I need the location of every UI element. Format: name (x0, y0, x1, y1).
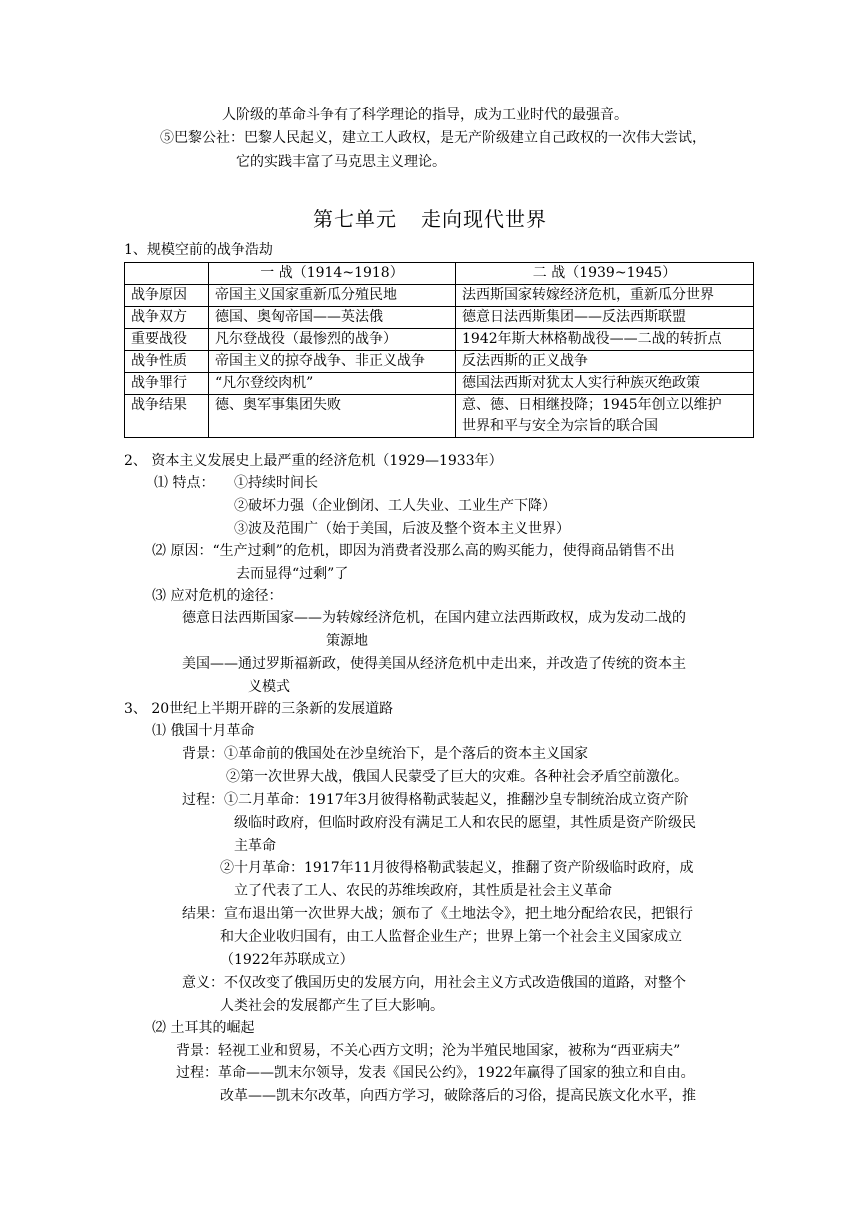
table-row (125, 285, 754, 307)
section3-line: 背景：①革命前的俄国处在沙皇统治下，是个落后的资本主义国家 (182, 746, 588, 762)
section3-line: ②第一次世界大战，俄国人民蒙受了巨大的灾难。各种社会矛盾空前激化。 (226, 769, 688, 785)
section3-line: 人类社会的发展都产生了巨大影响。 (220, 998, 444, 1014)
intro-line-1: 人阶级的革命斗争有了科学理论的指导，成为工业时代的最强音。 (222, 107, 628, 123)
section3-s1-heading: ⑴ 俄国十月革命 (152, 723, 255, 739)
section3-line: 级临时政府，但临时政府没有满足工人和农民的愿望，其性质是资产阶级民 (234, 815, 696, 831)
table-cell (456, 395, 754, 438)
section3-line: 意义：不仅改变了俄国历史的发展方向，用社会主义方式改造俄国的道路，对整个 (182, 975, 686, 991)
section3-line: （1922年苏联成立） (220, 952, 354, 968)
section3-line: 立了代表了工人、农民的苏维埃政府，其性质是社会主义革命 (234, 883, 612, 899)
table-header-cell: 一 战（1914~1918） (209, 263, 456, 285)
table-cell: 反法西斯的正义战争 (456, 351, 754, 373)
table-row (125, 395, 754, 438)
table-cell: 战争罪行 (125, 373, 209, 395)
section1-heading: 1、规模空前的战争浩劫 (124, 242, 273, 258)
section3-line: 过程：①二月革命：1917年3月彼得格勒武装起义，推翻沙皇专制统治成立资产阶 (182, 792, 689, 808)
table-cell: 法西斯国家转嫁经济危机，重新瓜分世界 (456, 285, 754, 307)
intro-line-2: ⑤巴黎公社：巴黎人民起义，建立工人政权，是无产阶级建立自己政权的一次伟大尝试， (160, 130, 706, 146)
unit-title-part1: 第七单元 (313, 207, 397, 231)
table-cell-line: 世界和平与安全为宗旨的联合国 (462, 418, 658, 434)
section2-heading: 2、 资本主义发展史上最严重的经济危机（1929—1933年） (124, 453, 503, 469)
table-row (125, 307, 754, 329)
section3-heading: 3、 20世纪上半期开辟的三条新的发展道路 (124, 701, 394, 717)
table-row (125, 329, 754, 351)
section3-s2-heading: ⑵ 土耳其的崛起 (152, 1020, 255, 1036)
table-cell: 战争双方 (125, 307, 209, 329)
table-cell: 帝国主义的掠夺战争、非正义战争 (209, 351, 456, 373)
section3-line: 和大企业收归国有，由工人监督企业生产；世界上第一个社会主义国家成立 (220, 929, 682, 945)
section2-p2-line1: ⑵ 原因：“生产过剩”的危机，即因为消费者没那么高的购买能力，使得商品销售不出 (152, 543, 675, 559)
table-header-row (125, 263, 754, 285)
table-row (125, 351, 754, 373)
table-cell-line: 意、德、日相继投降；1945年创立以维护 (462, 397, 722, 413)
section2-p3-a-line1: 德意日法西斯国家——为转嫁经济危机，在国内建立法西斯政权，成为发动二战的 (182, 610, 686, 626)
table-cell: “凡尔登绞肉机” (209, 373, 456, 395)
section3-line: 主革命 (234, 838, 276, 854)
table-cell: 德、奥军事集团失败 (209, 395, 456, 438)
section3-line: 改革——凯末尔改革，向西方学习，破除落后的习俗，提高民族文化水平，推 (220, 1088, 696, 1104)
table-row (125, 373, 754, 395)
section2-p3-a-line2: 策源地 (326, 633, 368, 649)
table-cell: 德国法西斯对犹太人实行种族灭绝政策 (456, 373, 754, 395)
section2-p1-item: ③波及范围广（始于美国，后波及整个资本主义世界） (234, 521, 570, 537)
war-comparison-table (124, 262, 754, 438)
section2-p3-b-line2: 义模式 (248, 679, 290, 695)
table-header-cell (125, 263, 209, 285)
table-cell: 德国、奥匈帝国——英法俄 (209, 307, 456, 329)
unit-title-part2: 走向现代世界 (421, 207, 547, 231)
section3-line: ②十月革命：1917年11月彼得格勒武装起义，推翻了资产阶级临时政府，成 (220, 860, 694, 876)
section3-line: 背景：轻视工业和贸易，不关心西方文明；沦为半殖民地国家，被称为“西亚病夫” (176, 1043, 681, 1059)
intro-line-3: 它的实践丰富了马克思主义理论。 (236, 154, 446, 170)
section2-p1-label: ⑴ 特点： (154, 475, 215, 491)
unit-title (0, 207, 860, 231)
table-cell: 凡尔登战役（最惨烈的战争） (209, 329, 456, 351)
section2-p3-heading: ⑶ 应对危机的途径： (152, 588, 283, 604)
table-cell: 德意日法西斯集团——反法西斯联盟 (456, 307, 754, 329)
section2-p2-line2: 去而显得“过剩”了 (236, 566, 349, 582)
section3-line: 结果：宣布退出第一次世界大战；颁布了《土地法令》，把土地分配给农民，把银行 (182, 906, 693, 922)
table-cell: 战争性质 (125, 351, 209, 373)
section3-line: 过程：革命——凯末尔领导，发表《国民公约》，1922年赢得了国家的独立和自由。 (176, 1065, 695, 1081)
table-cell: 1942年斯大林格勒战役——二战的转折点 (456, 329, 754, 351)
section2-p1-item: ①持续时间长 (234, 475, 318, 491)
table-cell: 帝国主义国家重新瓜分殖民地 (209, 285, 456, 307)
section2-p3-b-line1: 美国——通过罗斯福新政，使得美国从经济危机中走出来，并改造了传统的资本主 (182, 656, 686, 672)
table-cell: 重要战役 (125, 329, 209, 351)
section2-p1-item: ②破坏力强（企业倒闭、工人失业、工业生产下降） (234, 498, 556, 514)
table-cell: 战争结果 (125, 395, 209, 438)
table-cell: 战争原因 (125, 285, 209, 307)
table-header-cell: 二 战（1939~1945） (456, 263, 754, 285)
